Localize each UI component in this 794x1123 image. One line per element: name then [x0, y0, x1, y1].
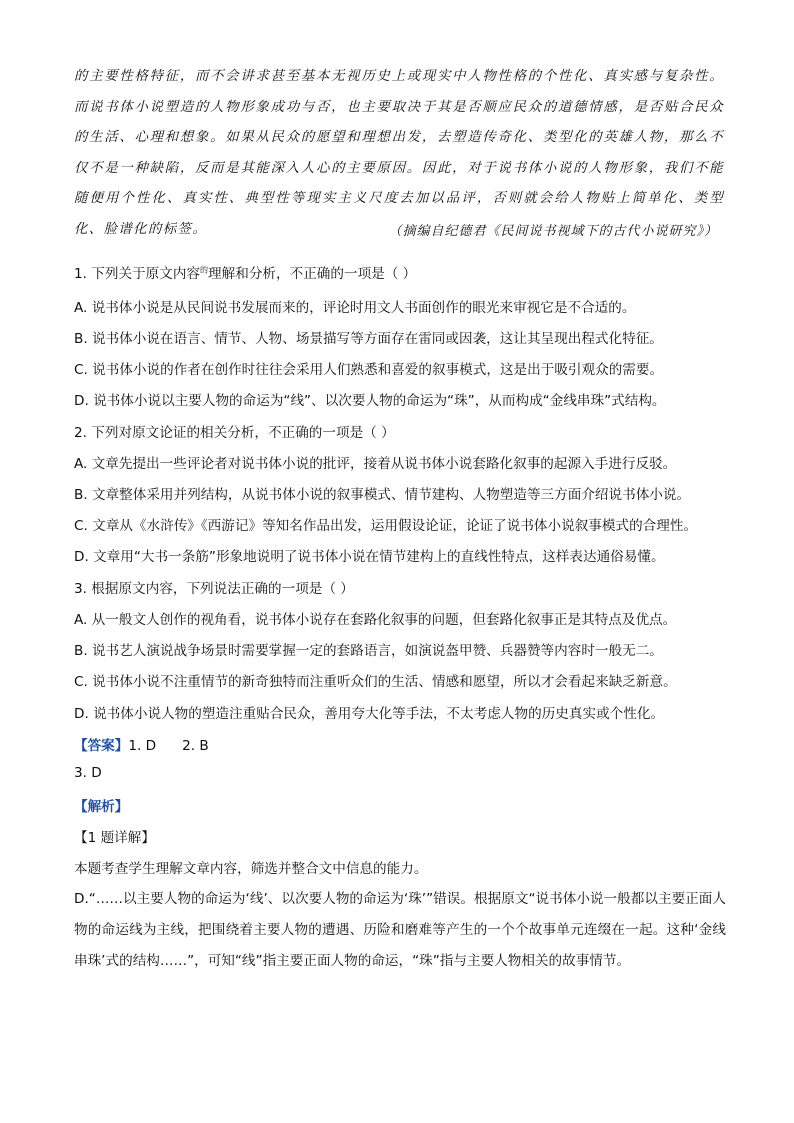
analysis-tag: 【解析】	[74, 799, 129, 815]
question-2-option-a: A. 文章先提出一些评论者对说书体小说的批评，接着从说书体小说套路化叙事的起源入手进行反驳。	[74, 456, 677, 472]
question-3-option-b: B. 说书艺人演说战争场景时需要掌握一定的套路语言，如演说盔甲赞、兵器赞等内容时一般无二。	[74, 643, 663, 659]
answer-tag: 【答案】	[74, 738, 129, 754]
passage-text: 的主要性格特征，而不会讲求甚至基本无视历史上或现实中人物性格的个性化、真实感与复杂性。而说书体小说塑造的人物形象成功与否，也主要取决于其是否顺应民众的道德情感，是否贴合民众的生活、心理和想象。如果从民众的愿望和理想出发，去塑造传奇化、类型化的英雄人物，那么不仅不是一种缺陷，反而是其能深入人心的主要原因。因此，对于说书体小说的人物形象，我们不能随便用个性化、真实性、典型性等现实主义尺度去加以品评，否则就会给人物贴上简单化、类型化、脸谱化的标签。	[74, 69, 724, 237]
answer-row	[74, 734, 209, 754]
answer-3: 3. D	[74, 765, 102, 781]
question-1-option-b: B. 说书体小说在语言、情节、人物、场景描写等方面存在雷同或因袭，这让其呈现出程式化特征。	[74, 331, 663, 347]
analysis-intro: 本题考查学生理解文章内容，筛选并整合文中信息的能力。	[74, 861, 428, 877]
question-3-option-c: C. 说书体小说不注重情节的新奇独特而注重听众们的生活、情感和愿望，所以才会看起来缺乏新意。	[74, 674, 677, 690]
question-3-option-a: A. 从一般文人创作的视角看，说书体小说存在套路化叙事的问题，但套路化叙事正是其特点及优点。	[74, 612, 677, 628]
question-2-stem: 2. 下列对原文论证的相关分析，不正确的一项是（ ）	[74, 425, 395, 441]
question-1-option-a: A. 说书体小说是从民间说书发展而来的，评论时用文人书面创作的眼光来审视它是不合适的。	[74, 300, 636, 316]
analysis-subtag: 【1 题详解】	[74, 830, 155, 846]
answer-1: 1. D	[128, 738, 157, 754]
question-3-option-d: D. 说书体小说人物的塑造注重贴合民众，善用夸大化等手法，不太考虑人物的历史真实或个性化。	[74, 706, 665, 722]
question-2-option-c: C. 文章从《水浒传》《西游记》等知名作品出发，运用假设论证，论证了说书体小说叙事模式的合理性。	[74, 518, 698, 534]
question-3-stem: 3. 根据原文内容，下列说法正确的一项是（ ）	[74, 581, 354, 597]
question-2-option-d: D. 文章用“大书一条筋”形象地说明了说书体小说在情节建构上的直线性特点，这样表达通俗易懂。	[74, 549, 665, 565]
question-1-stem: 1. 下列关于原文内容$^的$理解和分析，不正确的一项是（ ）	[74, 265, 417, 282]
passage-citation: （摘编自纪德君《民间说书视域下的古代小说研究》）	[388, 224, 718, 239]
question-1-option-c: C. 说书体小说的作者在创作时往往会采用人们熟悉和喜爱的叙事模式，这是出于吸引观众的需要。	[74, 362, 664, 378]
answer-2: 2. B	[182, 738, 209, 754]
question-1-option-d: D. 说书体小说以主要人物的命运为“线”、以次要人物的命运为“珠”，从而构成“金线串珠”式结构。	[74, 393, 666, 409]
question-2-option-b: B. 文章整体采用并列结构，从说书体小说的叙事模式、情节建构、人物塑造等三方面介绍说书体小说。	[74, 487, 691, 503]
analysis-detail: D.“……以主要人物的命运为‘线’、以次要人物的命运为‘珠’”错误。根据原文“说书体小说一般都以主要正面人物的命运线为主线，把围绕着主要人物的遭遇、历险和磨难等产生的一个个故事单元连缀在一起。这种‘金线串珠’式的结构……”，可知“线”指主要正面人物的命运，“珠”指与主要人物相关的故事情节。	[74, 891, 726, 969]
question-1-marker: 的	[200, 265, 209, 275]
